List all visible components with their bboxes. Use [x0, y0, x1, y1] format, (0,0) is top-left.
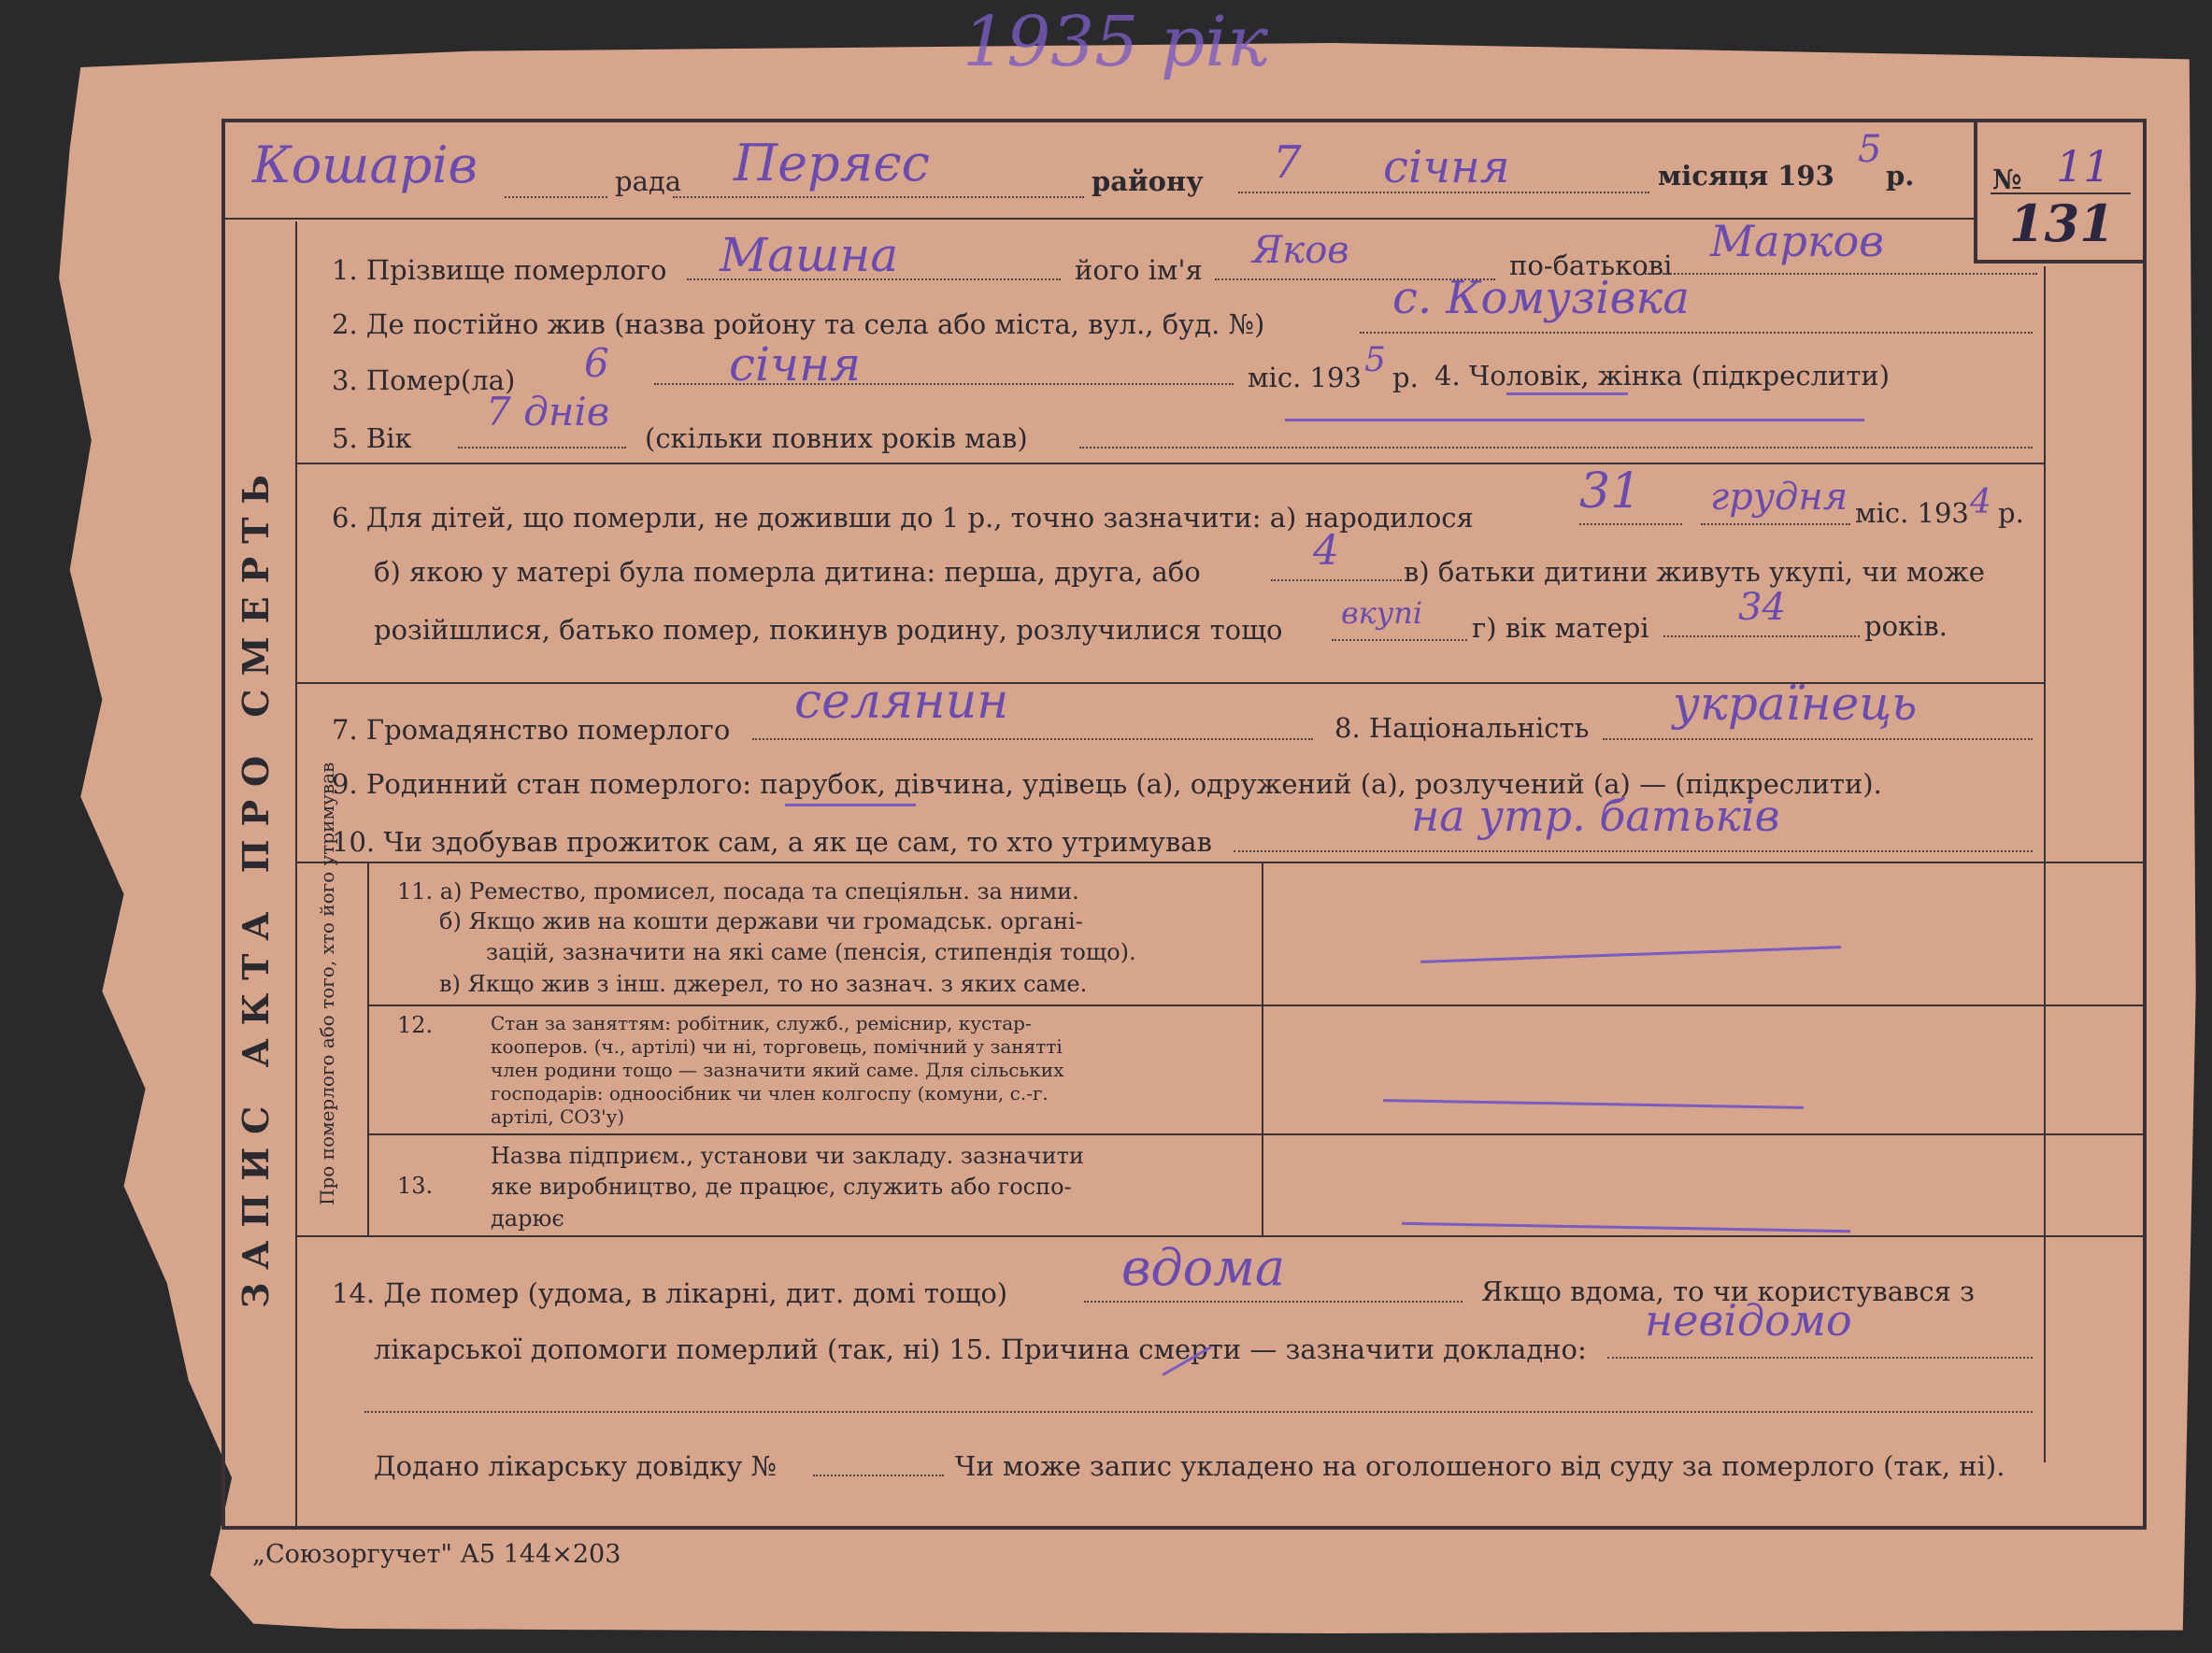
field-6-mis: міс. 193: [1855, 497, 1969, 529]
field-1-surname: Машна: [720, 228, 899, 282]
field-6b-value: 4: [1313, 527, 1339, 575]
field-6b-label: б) якою у матері була померла дитина: перша, друга, або: [374, 556, 1201, 588]
field-7-label: 7. Громадянство померлого: [332, 714, 731, 746]
rayonu-label: району: [1092, 165, 1204, 197]
field-6v-label: в) батьки дитини живуть укупі, чи може: [1404, 556, 1985, 588]
field-11b-2: зацій, зазначити на які саме (пенсія, стипендія тощо).: [486, 939, 1136, 965]
field-2-label: 2. Де постійно жив (назва ройону та села або міста, вул., буд. №): [332, 308, 1265, 340]
field-11v: в) Якщо жив з інш. джерел, то но зазнач. з яких саме.: [439, 971, 1088, 997]
field-12-line-5: артілі, СОЗ'у): [491, 1105, 625, 1128]
field-11b-1: б) Якщо жив на кошти держави чи громадськ. органі-: [439, 908, 1083, 934]
month-label: місяця 193: [1658, 160, 1834, 192]
top-handwriting: 1935 рік: [963, 2, 1269, 82]
attach-label: Додано лікарську довідку №: [374, 1450, 777, 1482]
field-13-line-3: дарює: [491, 1205, 564, 1232]
field-14-suffix: Якщо вдома, то чи користувався з: [1481, 1275, 1975, 1307]
field-9-label: 9. Родинний стан померлого: парубок, дівчина, удівець (а), одружений (а), розлучений (а) — (підкреслити).: [332, 768, 1882, 800]
field-15-line: лікарської допомоги померлий (так, ні) 15. Причина смерти — зазначити докладно:: [374, 1333, 1587, 1365]
field-3-r: р.: [1392, 362, 1419, 393]
field-8-nationality: українець: [1673, 677, 1918, 731]
field-14-place: вдома: [1121, 1238, 1286, 1297]
sidebar-note: Про померлого або того, хто його утримував: [316, 762, 338, 1205]
court-label: Чи може запис укладено на оголошеного від суду за померлого (так, ні).: [955, 1450, 2005, 1482]
field-12-line-2: кооперов. (ч., артілі) чи ні, торговець, помічний у занятті: [491, 1035, 1063, 1058]
field-6-rokiv: років.: [1864, 610, 1948, 642]
rayon-handwriting: Перяєс: [734, 134, 930, 192]
field-10-label: 10. Чи здобував прожиток сам, а як це сам, то хто утримував: [332, 826, 1212, 858]
field-13-number: 13.: [397, 1173, 434, 1199]
footer-print-mark: „Союзоргучет" А5 144×203: [252, 1540, 621, 1569]
number-label: №: [1992, 164, 2022, 195]
rada-label: рада: [615, 165, 681, 197]
field-3-day: 6: [584, 340, 609, 386]
field-6g-label: г) вік матері: [1472, 612, 1649, 644]
field-6-year: 4: [1970, 483, 1991, 521]
field-6g-value: 34: [1738, 586, 1786, 629]
field-5-age: 7 днів: [486, 389, 610, 435]
field-5-suffix: (скільки повних років мав): [645, 422, 1028, 454]
field-3-month: січня: [729, 337, 862, 392]
village-handwriting: Кошарів: [252, 135, 478, 194]
field-12-line-1: Стан за заняттям: робітник, служб., реміснир, кустар-: [491, 1012, 1032, 1034]
field-12-number: 12.: [397, 1012, 434, 1038]
field-11a: 11. а) Ремество, промисел, посада та спеціяльн. за ними.: [397, 878, 1079, 905]
day-handwriting: 7: [1273, 136, 1302, 189]
field-15-cause: невідомо: [1645, 1295, 1852, 1346]
field-7-citizenship: селянин: [794, 674, 1009, 730]
field-4-label: 4. Чоловік, жінка (підкреслити): [1434, 360, 1891, 392]
field-6-line3-value: вкупі: [1341, 595, 1423, 631]
field-6a-label: 6. Для дітей, що померли, не доживши до 1 р., точно зазначити: а) народилося: [332, 502, 1474, 534]
field-2-residence: с. Комузівка: [1392, 272, 1690, 324]
month-handwriting: січня: [1383, 141, 1510, 193]
field-3-label: 3. Помер(ла): [332, 364, 516, 396]
vertical-title: ЗАПИС АКТА ПРО СМЕРТЬ: [235, 462, 277, 1308]
number-handwriting-top: 11: [2056, 141, 2111, 192]
field-6-line3: розійшлися, батько помер, покинув родину, розлучилися тощо: [374, 614, 1283, 646]
field-3-year: 5: [1364, 341, 1386, 379]
field-1-label: 1. Прізвище померлого: [332, 254, 667, 286]
field-10-supported-by: на утр. батьків: [1411, 791, 1780, 841]
field-12-line-4: господарів: одноосібник чи член колгоспу (комуни, с.-г.: [491, 1082, 1049, 1104]
field-3-mis: міс. 193: [1248, 362, 1362, 393]
field-8-label: 8. Національність: [1334, 712, 1590, 744]
field-13-line-2: яке виробництво, де працює, служить або госпо-: [491, 1174, 1072, 1200]
field-6-month: грудня: [1710, 476, 1848, 519]
field-6-day: 31: [1579, 463, 1642, 520]
year-handwriting: 5: [1858, 128, 1882, 171]
number-handwriting-bottom: 131: [2009, 193, 2115, 253]
field-1-name: Яков: [1252, 229, 1349, 272]
field-1-patronymic: Марков: [1710, 216, 1884, 266]
field-1-name-label: його ім'я: [1075, 254, 1203, 286]
year-suffix: р.: [1886, 160, 1915, 192]
field-5-label: 5. Вік: [332, 422, 412, 454]
field-14-label: 14. Де помер (удома, в лікарні, дит. домі тощо): [332, 1277, 1008, 1309]
title-column-divider: [295, 221, 297, 1530]
field-13-line-1: Назва підприєм., установи чи закладу. зазначити: [491, 1143, 1084, 1169]
field-12-line-3: член родини тощо — зазначити який саме. Для сільських: [491, 1059, 1064, 1081]
field-1-patronymic-label: по-батькові: [1509, 249, 1673, 281]
field-6-r: р.: [1998, 497, 2024, 529]
